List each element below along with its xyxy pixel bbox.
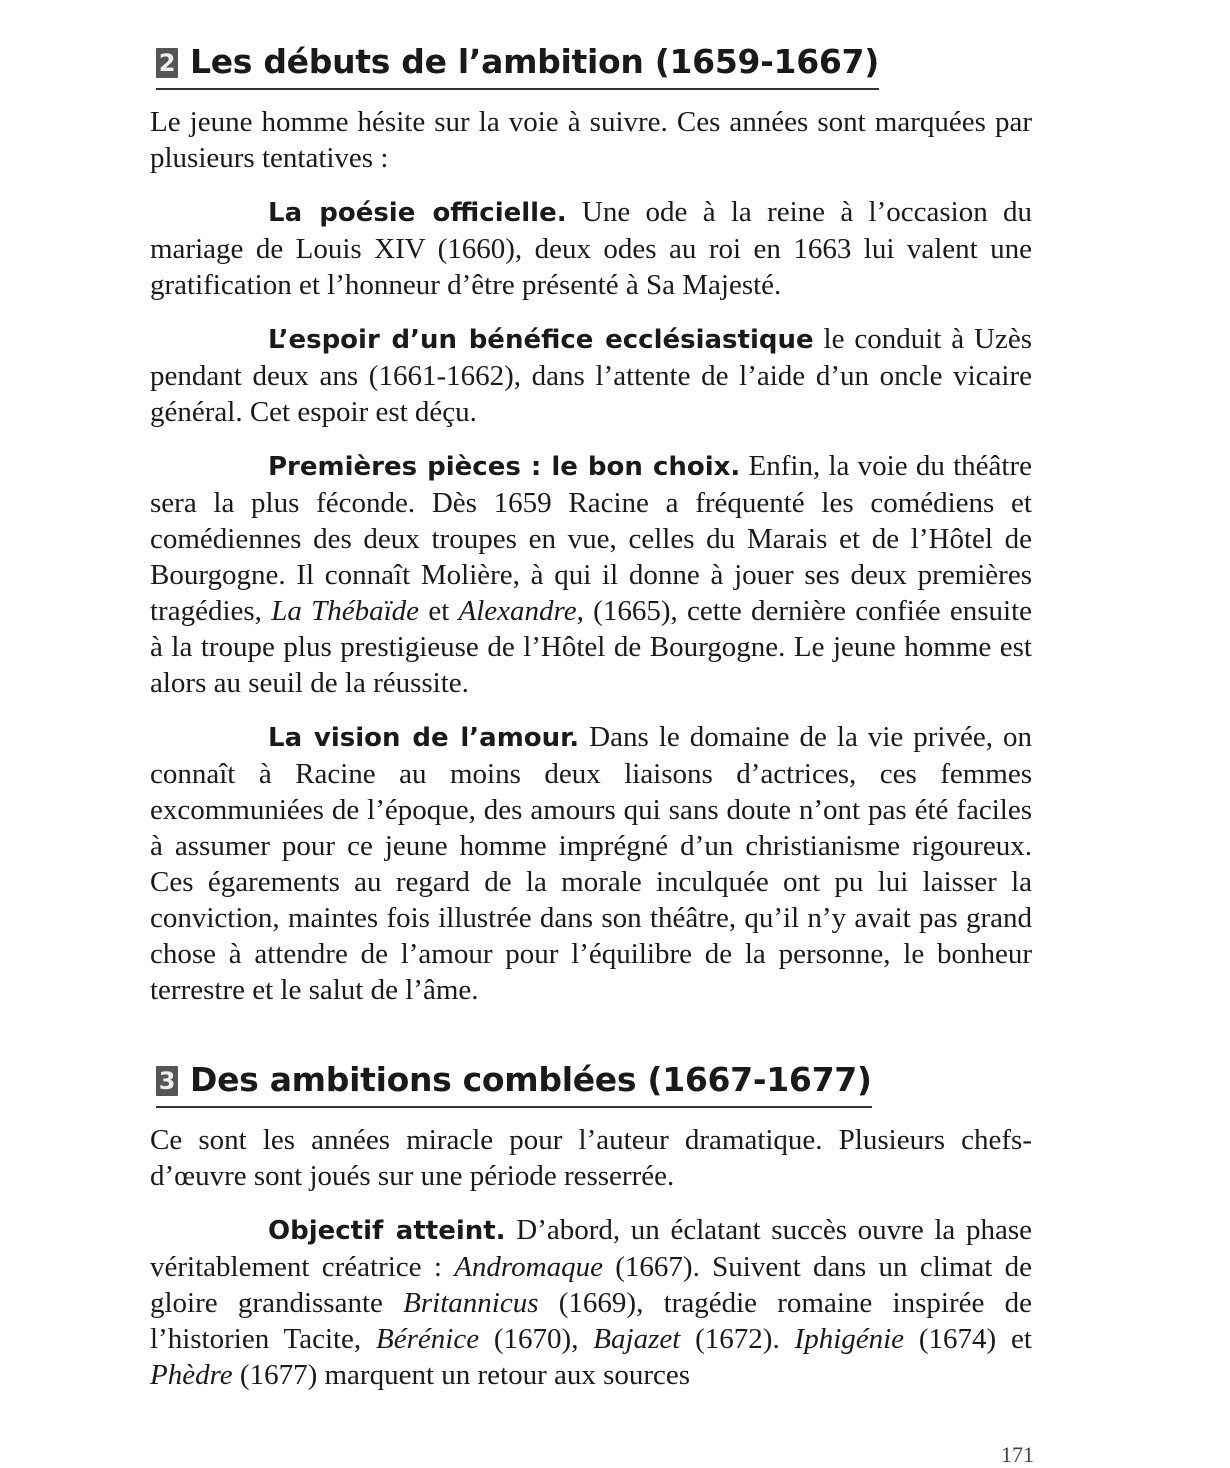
- section-3-heading: [156, 1056, 872, 1108]
- paragraph-text: le conduit à Uzès pendant deux ans (1661-1662), dans l’attente de l’aide d’un oncle vicaire général. Cet espoir est déçu.: [150, 323, 1032, 428]
- paragraph-lead: Objectif atteint.: [268, 1216, 506, 1246]
- paragraph-premieres-pieces: [150, 448, 1032, 701]
- paragraph-text: (1672).: [680, 1323, 795, 1355]
- work-title: Britannicus: [403, 1287, 539, 1319]
- paragraph-lead: L’espoir d’un bénéfice ecclésiastique: [268, 325, 814, 355]
- section-2-intro: Le jeune homme hésite sur la voie à suivre. Ces années sont marquées par plusieurs tentatives :: [150, 106, 1032, 174]
- paragraph-lead: Premières pièces : le bon choix.: [268, 452, 741, 482]
- paragraph-vision-amour: [150, 719, 1032, 1008]
- work-title: Bajazet: [593, 1323, 681, 1355]
- section-3-title: Des ambitions comblées (1667-1677): [190, 1060, 872, 1099]
- work-title: Phèdre: [150, 1359, 233, 1391]
- paragraph-text: et: [419, 595, 459, 627]
- section-3-intro: Ce sont les années miracle pour l’auteur dramatique. Plusieurs chefs-d’œuvre sont joués sur une période resserrée.: [150, 1124, 1032, 1192]
- section-3: [150, 1056, 1032, 1393]
- paragraph-text: Enfin, la voie du théâtre sera la plus féconde. Dès 1659 Racine a fréquenté les comédiens et comédiennes des deux troupes en vue, celles du Marais et de l’Hôtel de Bourgogne. Il connaît Molière, à qui il donne à jouer ses deux premières tragédies,: [150, 450, 1032, 627]
- work-title: Iphigénie: [794, 1323, 905, 1355]
- paragraph-espoir-benefice: [150, 321, 1032, 430]
- work-title: Andromaque: [454, 1251, 603, 1283]
- paragraph-lead: La vision de l’amour.: [268, 723, 580, 753]
- work-title: La Thébaïde: [271, 595, 420, 627]
- section-3-number: 3: [156, 1066, 178, 1096]
- paragraph-text: (1674) et: [904, 1323, 1032, 1355]
- paragraph-text: Une ode à la reine à l’occasion du mariage de Louis XIV (1660), deux odes au roi en 1663 lui valent une gratification et l’honneur d’être présenté à Sa Majesté.: [150, 196, 1032, 301]
- document-page: [150, 38, 1032, 1393]
- section-2-title: Les débuts de l’ambition (1659-1667): [190, 42, 879, 81]
- paragraph-text: Dans le domaine de la vie privée, on connaît à Racine au moins deux liaisons d’actrices, ces femmes excommuniées de l’époque, des amours qui sans doute n’ont pas été faciles à assumer pour ce jeune homme imprégné d’un christianisme rigoureux. Ces égarements au regard de la morale inculquée ont pu lui laisser la conviction, maintes fois illustrée dans son théâtre, qu’il n’y avait pas grand chose à attendre de l’amour pour l’équilibre de la personne, le bonheur terrestre et le salut de l’âme.: [150, 721, 1032, 1006]
- paragraph-lead: La poésie officielle.: [268, 198, 567, 228]
- paragraph-text: (1669), tragédie romaine inspirée de l’historien Tacite,: [150, 1287, 1032, 1355]
- section-2-number: 2: [156, 48, 178, 78]
- paragraph-text: (1670),: [479, 1323, 594, 1355]
- paragraph-text: (1665), cette dernière confiée ensuite à la troupe plus prestigieuse de l’Hôtel de Bourgogne. Le jeune homme est alors au seuil de la réussite.: [150, 595, 1033, 699]
- page-number: 171: [1001, 1442, 1034, 1467]
- paragraph-text: (1677) marquent un retour aux sources: [232, 1359, 691, 1391]
- paragraph-poesie-officielle: [150, 194, 1032, 303]
- paragraph-text: D’abord, un éclatant succès ouvre la phase véritablement créatrice :: [150, 1214, 1033, 1283]
- work-title: Bérénice: [376, 1323, 480, 1355]
- work-title: Alexandre,: [458, 595, 584, 627]
- section-2-heading: [156, 38, 879, 90]
- paragraph-objectif-atteint: [150, 1212, 1032, 1393]
- paragraph-text: (1667). Suivent dans un climat de gloire grandissante: [150, 1251, 1032, 1319]
